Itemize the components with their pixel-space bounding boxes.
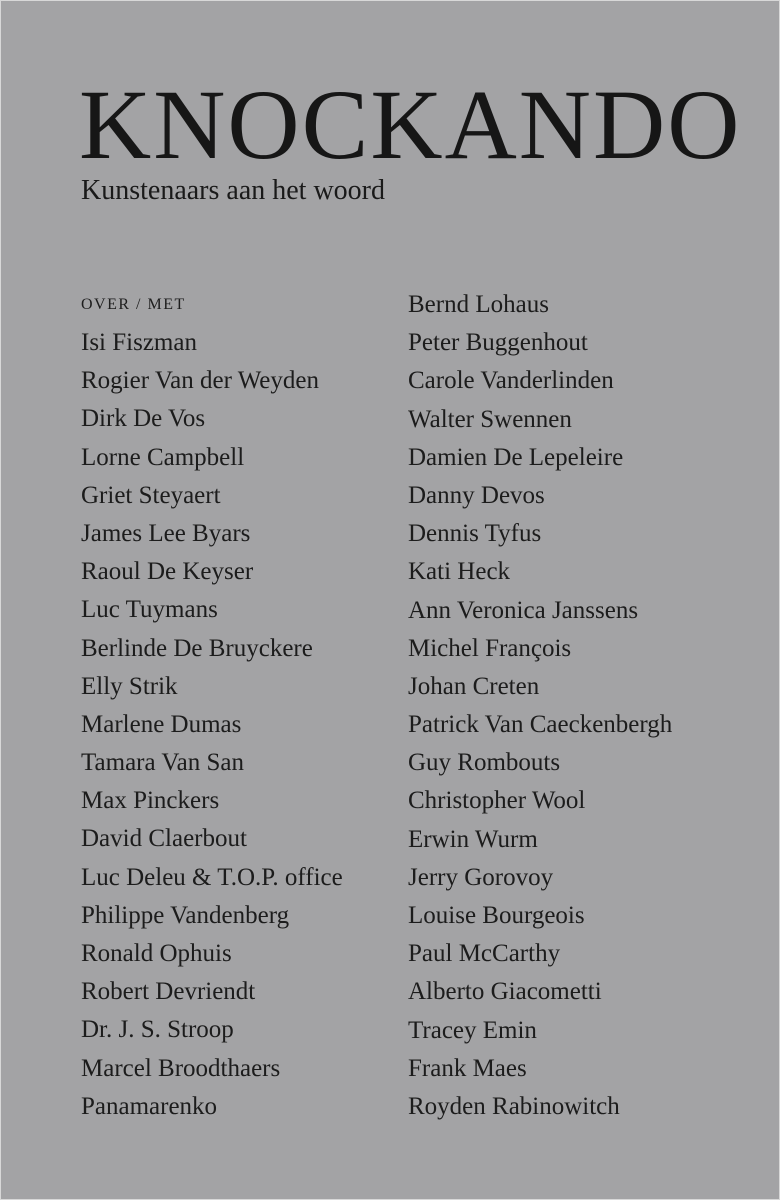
cover-subtitle: Kunstenaars aan het woord	[81, 175, 386, 206]
list-item: Christopher Wool	[408, 787, 586, 815]
list-item: Griet Steyaert	[81, 481, 221, 509]
list-item: Luc Deleu & T.O.P. office	[81, 863, 343, 891]
list-item: Kati Heck	[408, 558, 511, 586]
list-item: Ronald Ophuis	[81, 940, 232, 967]
list-item: Guy Rombouts	[408, 749, 561, 777]
list-item: Bernd Lohaus	[408, 291, 549, 318]
list-item: Patrick Van Caeckenbergh	[408, 711, 673, 739]
list-item: Marcel Broodthaers	[81, 1054, 281, 1082]
list-item: Luc Tuymans	[81, 596, 218, 624]
list-item: Dr. J. S. Stroop	[81, 1016, 234, 1044]
list-item: Robert Devriendt	[81, 978, 256, 1006]
cover-title: KNOCKANDO	[79, 69, 742, 180]
list-item: Elly Strik	[81, 672, 178, 700]
list-item: Johan Creten	[408, 672, 540, 700]
list-item: James Lee Byars	[81, 519, 251, 547]
list-item: Royden Rabinowitch	[408, 1092, 620, 1120]
list-label: OVER / MET	[81, 296, 186, 313]
list-item: Carole Vanderlinden	[408, 367, 614, 395]
list-item: Paul McCarthy	[408, 940, 561, 968]
list-item: Tamara Van San	[81, 749, 245, 777]
list-item: Marlene Dumas	[81, 710, 242, 738]
list-item: Philippe Vandenberg	[81, 901, 290, 929]
list-item: Michel François	[408, 634, 572, 662]
list-item: Raoul De Keyser	[81, 558, 254, 586]
list-item: Isi Fiszman	[81, 329, 197, 356]
list-item: Berlinde De Bruyckere	[81, 634, 313, 662]
list-item: Erwin Wurm	[408, 825, 538, 853]
list-item: Jerry Gorovoy	[408, 863, 554, 891]
artist-list-right	[408, 286, 672, 1126]
list-item: Lorne Campbell	[81, 443, 245, 471]
list-item: Panamarenko	[81, 1092, 218, 1120]
list-item: David Claerbout	[81, 825, 247, 853]
list-item: Peter Buggenhout	[408, 329, 588, 357]
list-item: Damien De Lepeleire	[408, 443, 624, 471]
list-item: Rogier Van der Weyden	[81, 367, 319, 395]
list-item: Frank Maes	[408, 1054, 527, 1082]
artist-list-left	[81, 286, 343, 1126]
list-item: Alberto Giacometti	[408, 978, 602, 1006]
list-item: Ann Veronica Janssens	[408, 596, 639, 624]
list-item: Danny Devos	[408, 481, 545, 509]
list-item: Max Pinckers	[81, 787, 220, 815]
list-item: Tracey Emin	[408, 1016, 537, 1044]
list-item: Louise Bourgeois	[408, 902, 585, 929]
list-item: Dennis Tyfus	[408, 520, 542, 548]
list-item: Dirk De Vos	[81, 405, 206, 433]
list-item: Walter Swennen	[408, 405, 572, 433]
